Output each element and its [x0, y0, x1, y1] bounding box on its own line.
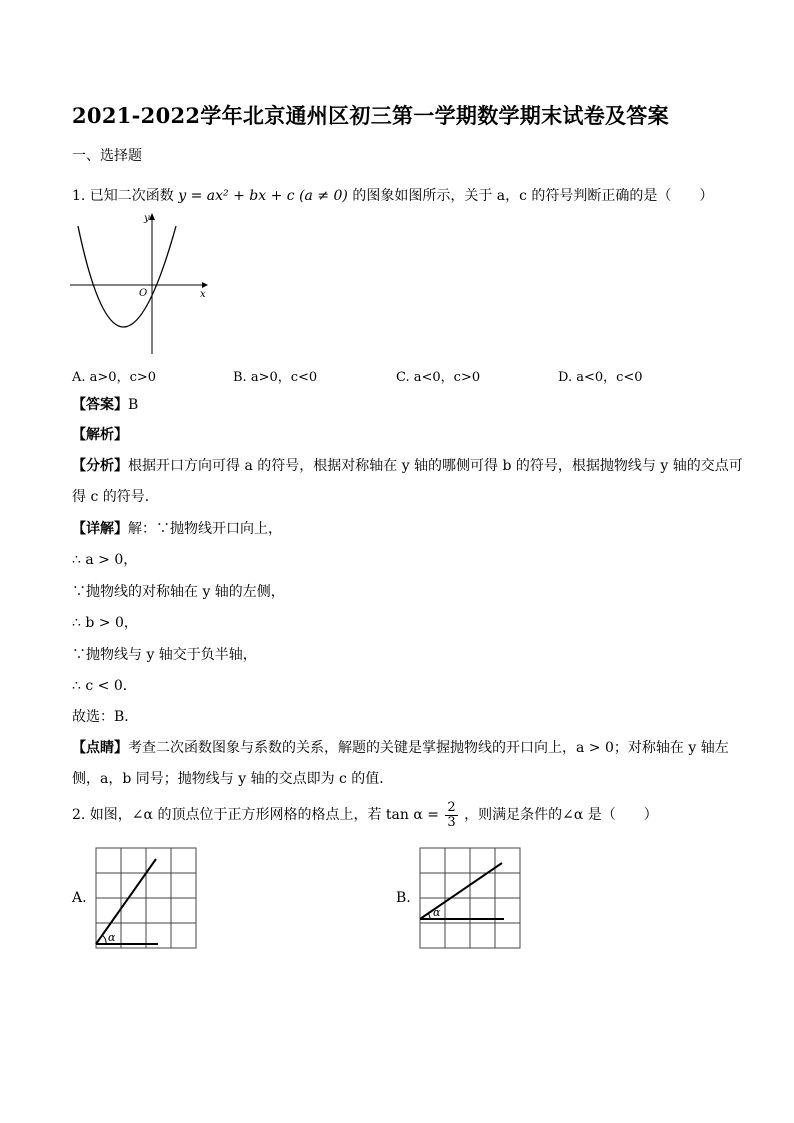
q2-option-b-label: B. — [396, 890, 411, 906]
answer-tag: 【答案】 — [72, 397, 128, 413]
q1-detail — [72, 519, 282, 539]
q1-answer — [72, 395, 138, 415]
q2-suffix: ，则满足条件的∠α 是（ ） — [464, 807, 658, 823]
review-tag: 【点睛】 — [72, 740, 128, 756]
x-axis-arrow — [202, 282, 208, 288]
y-axis-arrow — [149, 213, 155, 220]
q2-option-a-label: A. — [72, 890, 87, 906]
x-axis-label: x — [200, 289, 206, 300]
fenxi-line-1: 根据开口方向可得 a 的符号，根据对称轴在 y 轴的哪侧可得 b 的符号，根据抛物线与 y 轴的交点可 — [128, 458, 743, 474]
q1-suffix: 的图象如图所示，关于 a，c 的符号判断正确的是（ ） — [352, 188, 714, 204]
q1-fenxi — [72, 456, 743, 476]
fraction-numerator: 2 — [447, 799, 456, 815]
detail-line-4: ∴ b > 0， — [72, 615, 138, 631]
origin-label: O — [139, 288, 148, 299]
tan-fraction — [445, 801, 457, 830]
angle-a-alpha: α — [108, 931, 116, 944]
angle-b-alpha: α — [433, 906, 441, 919]
detail-line-7: 故选：B． — [72, 709, 139, 725]
q1-prefix: 1. 已知二次函数 — [72, 188, 174, 204]
y-axis-label: y — [144, 213, 150, 224]
q2-prefix: 2. 如图，∠α 的顶点位于正方形网格的格点上，若 tan α = — [72, 807, 439, 823]
detail-line-5: ∵抛物线与 y 轴交于负半轴， — [72, 647, 257, 663]
fraction-denominator: 3 — [447, 814, 456, 830]
detail-line-2: ∴ a > 0， — [72, 552, 138, 568]
question-1-stem — [72, 186, 713, 206]
q1-option-d: D. a<0，c<0 — [558, 370, 643, 385]
detail-line-3: ∵抛物线的对称轴在 y 轴的左侧， — [72, 584, 285, 600]
detail-tag: 【详解】 — [72, 521, 128, 537]
review-line-1: 考查二次函数图象与系数的关系，解题的关键是掌握抛物线的开口向上，a > 0；对称轴在 y 轴左 — [128, 740, 729, 756]
parabola-curve — [78, 226, 176, 327]
answer-value: B — [128, 397, 139, 413]
question-2-stem — [72, 800, 658, 830]
q1-option-a: A. a>0，c>0 — [72, 370, 157, 385]
q1-option-b: B. a>0，c<0 — [233, 370, 318, 385]
angle-a-slant-ray — [96, 859, 156, 944]
detail-line-1: 解：∵抛物线开口向上， — [128, 521, 282, 537]
section-heading: 一、选择题 — [72, 148, 142, 164]
grid-figure-a — [92, 844, 198, 950]
page-title: 2021-2022学年北京通州区初三第一学期数学期末试卷及答案 — [72, 103, 669, 128]
analysis-tag: 【解析】 — [72, 427, 128, 443]
grid-figure-b — [416, 844, 522, 950]
q1-analysis-tag — [72, 425, 128, 445]
fenxi-line-2: 得 c 的符号． — [72, 489, 159, 505]
q1-review — [72, 738, 729, 758]
detail-line-6: ∴ c < 0． — [72, 678, 137, 694]
fenxi-tag: 【分析】 — [72, 458, 128, 474]
review-line-2: 侧，a，b 同号；抛物线与 y 轴的交点即为 c 的值． — [72, 771, 394, 787]
q1-formula: y = ax² + bx + c (a ≠ 0) — [178, 188, 348, 204]
q1-option-c: C. a<0，c>0 — [396, 370, 481, 385]
parabola-graph — [66, 210, 216, 358]
